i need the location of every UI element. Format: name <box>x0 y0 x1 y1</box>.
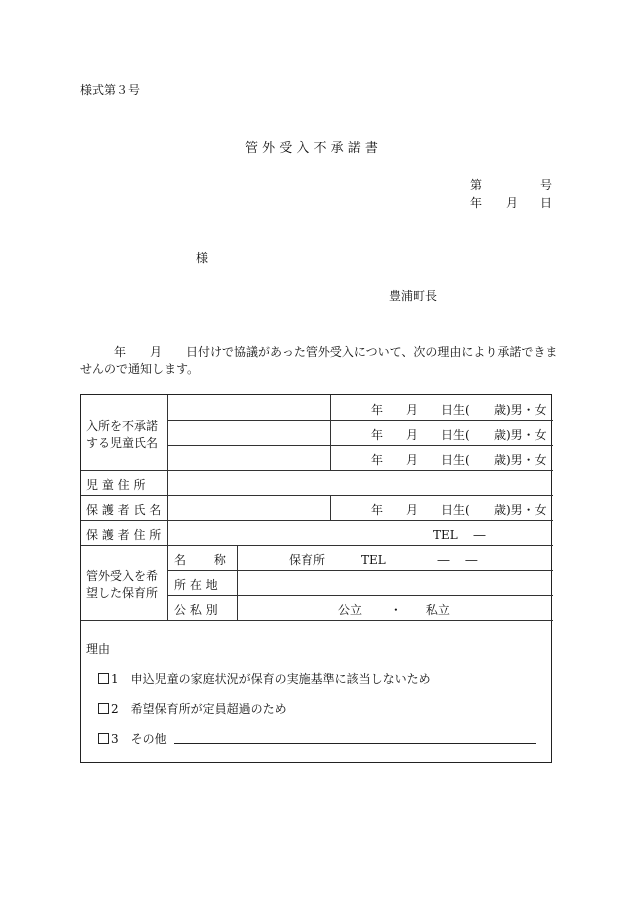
child-address-label: 児 童 住 所 <box>86 478 146 492</box>
facility-type-label: 公 私 別 <box>174 603 218 617</box>
reason-text: 希望保育所が定員超過のため <box>130 702 287 716</box>
doc-number-suffix: 号 <box>540 178 553 192</box>
age-gender: 歳)男・女 <box>494 453 547 467</box>
birth-day: 日生( <box>441 453 470 467</box>
form-number: 様式第３号 <box>80 83 141 97</box>
facility-label-line2: 望した保育所 <box>86 586 159 600</box>
facility-name-value: 保育所 TEL ― ― <box>289 553 478 567</box>
facility-label-line1: 管外受入を希 <box>86 569 159 583</box>
date-year: 年 <box>470 196 483 210</box>
other-reason-underline <box>174 743 536 744</box>
child-name-label-line1: 入所を不承諾 <box>86 419 159 433</box>
birth-month: 月 <box>406 453 419 467</box>
birth-day: 日生( <box>441 428 470 442</box>
doc-number-prefix: 第 <box>470 178 483 192</box>
facility-location-label: 所 在 地 <box>174 578 218 592</box>
reason-number: 1 <box>111 672 119 686</box>
reason-item-3 <box>98 730 167 747</box>
birth-year: 年 <box>371 403 384 417</box>
birth-day: 日生( <box>441 403 470 417</box>
age-gender: 歳)男・女 <box>494 403 547 417</box>
checkbox-icon <box>98 703 109 714</box>
birth-year: 年 <box>371 428 384 442</box>
facility-type-value: 公立 ・ 私立 <box>338 603 450 617</box>
body-text-line2: せんので通知します。 <box>80 362 200 376</box>
birth-month: 月 <box>406 428 419 442</box>
reason-number: 3 <box>111 732 119 746</box>
guardian-address-label: 保 護 者 住 所 <box>86 528 162 542</box>
birth-month: 月 <box>406 503 419 517</box>
reason-item-1 <box>98 670 431 687</box>
age-gender: 歳)男・女 <box>494 503 547 517</box>
reason-item-2 <box>98 700 287 717</box>
birth-month: 月 <box>406 403 419 417</box>
reason-number: 2 <box>111 702 119 716</box>
birth-year: 年 <box>371 453 384 467</box>
reason-text: その他 <box>130 732 167 746</box>
document-title: 管 外 受 入 不 承 諾 書 <box>245 141 378 156</box>
date-day: 日 <box>540 196 553 210</box>
child-name-label-line2: する児童氏名 <box>86 436 159 450</box>
issuer-name: 豊浦町長 <box>389 289 438 303</box>
body-text-line1: 年 月 日付けで協議があった管外受入について、次の理由により承諾できま <box>114 345 558 359</box>
birth-day: 日生( <box>441 503 470 517</box>
facility-name-label: 名 称 <box>174 553 226 567</box>
guardian-tel: TEL ― <box>433 528 486 542</box>
checkbox-icon <box>98 733 109 744</box>
guardian-name-label: 保 護 者 氏 名 <box>86 503 162 517</box>
age-gender: 歳)男・女 <box>494 428 547 442</box>
addressee-suffix: 様 <box>196 251 209 265</box>
reason-label: 理由 <box>86 642 111 656</box>
reason-text: 申込児童の家庭状況が保育の実施基準に該当しないため <box>130 672 431 686</box>
date-month: 月 <box>506 196 519 210</box>
checkbox-icon <box>98 673 109 684</box>
refusal-details-table <box>80 394 552 763</box>
birth-year: 年 <box>371 503 384 517</box>
